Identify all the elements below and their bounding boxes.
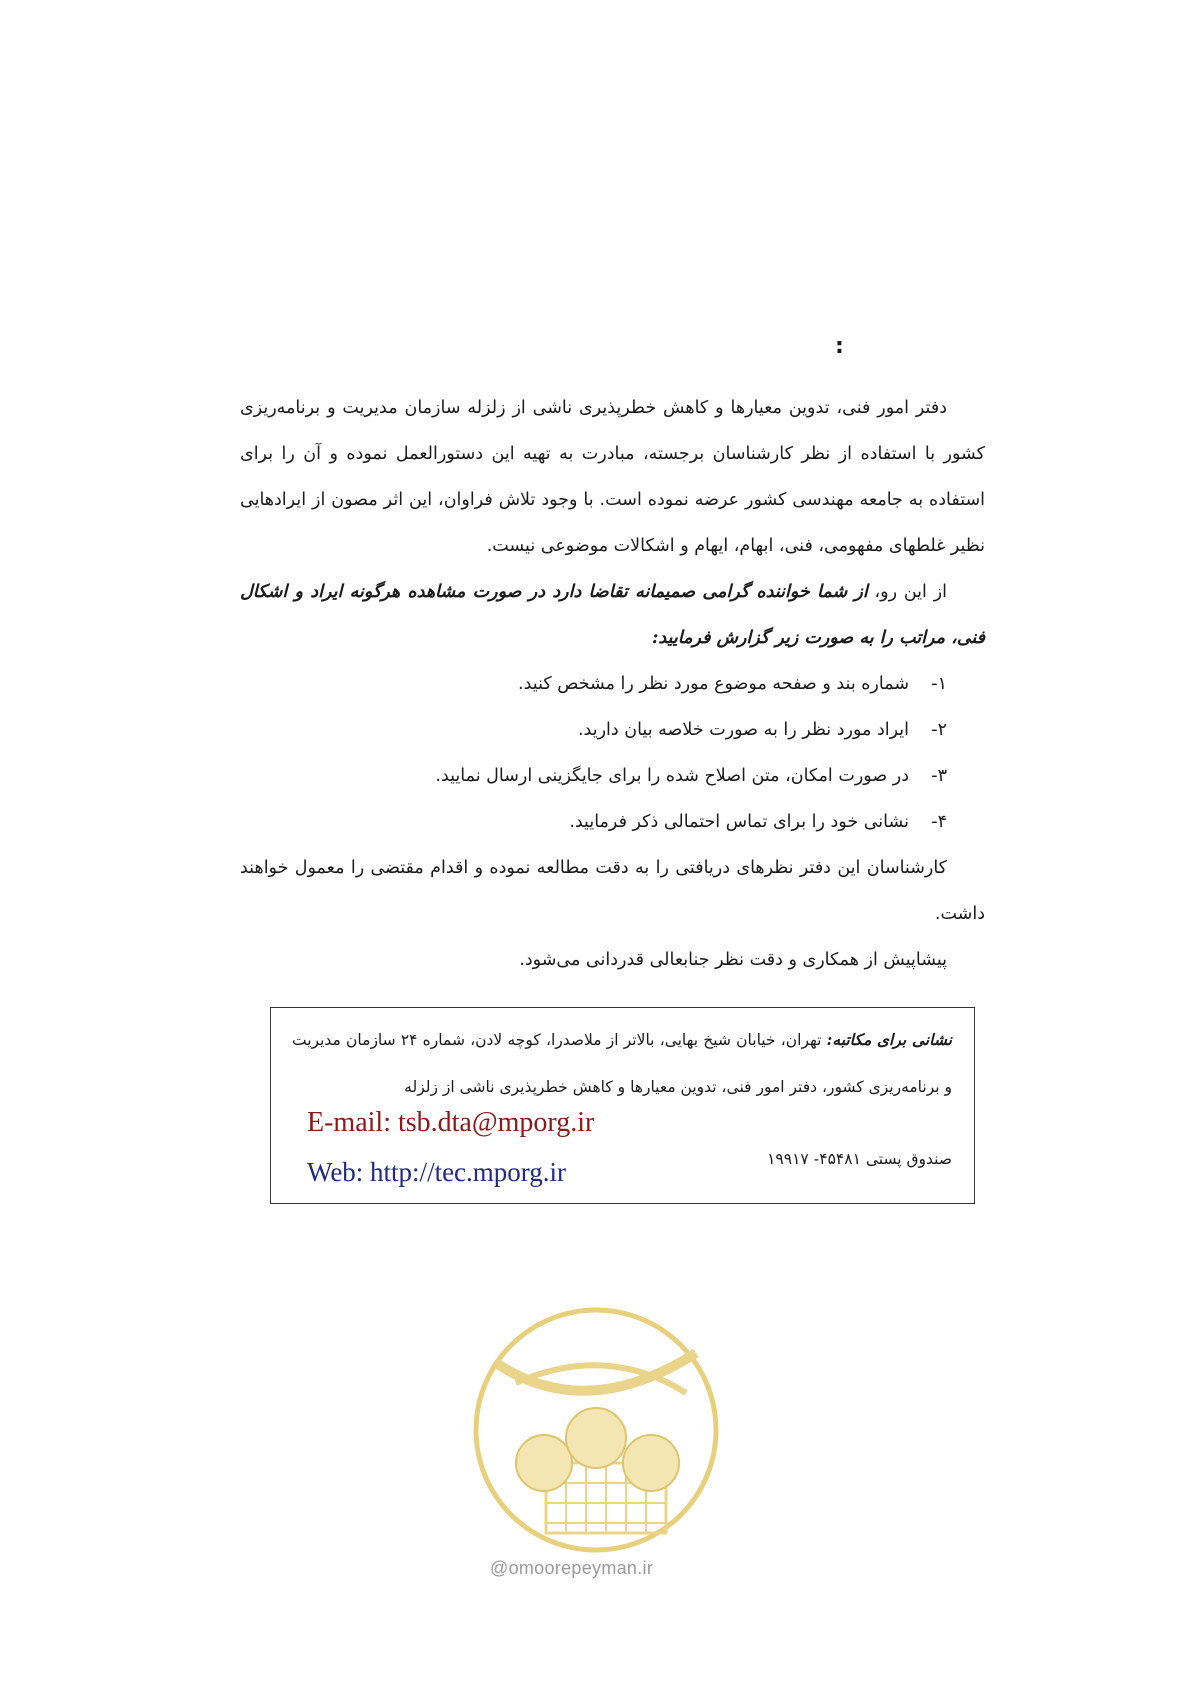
request-prefix: از این رو، (867, 582, 947, 602)
list-item-number: ۴- (931, 812, 947, 832)
list-item (240, 799, 985, 845)
website-link[interactable]: Web: http://tec.mporg.ir (307, 1157, 567, 1187)
postal-box: صندوق پستی ۴۵۴۸۱- ۱۹۹۱۷ (767, 1150, 952, 1168)
list-item-number: ۲- (931, 720, 947, 740)
paragraph-review: کارشناسان این دفتر نظرهای دریافتی را به دقت مطالعه نموده و اقدام مقتضی را معمول خواهند داشت. (240, 858, 985, 924)
list-item-text: شماره بند و صفحه موضوع مورد نظر را مشخص کنید. (518, 674, 909, 694)
address-label: نشانی برای مکاتبه: (826, 1030, 952, 1049)
paragraph-thanks: پیشاپیش از همکاری و دقت نظر جنابعالی قدردانی می‌شود. (519, 950, 947, 970)
list-item-text: ایراد مورد نظر را به صورت خلاصه بیان دارید. (577, 720, 909, 740)
mailing-address (292, 1016, 952, 1111)
paragraph-intro: دفتر امور فنی، تدوین معیارها و کاهش خطرپذیری ناشی از زلزله سازمان مدیریت و برنامه‌ریزی کشور با استفاده از نظر کارشناسان برجسته، مبادرت به تهیه این دستورالعمل نموده و آن را برای استفاده به جامعه مهندسی کشور عرضه نموده است. با وجود تلاش فراوان، این اثر مصون از ایرادهایی نظیر غلطهای مفهومی، فنی، ابهام، ایهام و اشکالات موضوعی نیست. (240, 398, 985, 556)
body-text (240, 385, 985, 983)
address-text: تهران، خیابان شیخ بهایی، بالاتر از ملاصدرا، کوچه لادن، شماره ۲۴ سازمان مدیریت و برنامه‌ریزی کشور، دفتر امور فنی، تدوین معیارها و کاهش خطرپذیری ناشی از زلزله (292, 1031, 952, 1096)
list-item (240, 753, 985, 799)
list-item-number: ۱- (931, 674, 947, 694)
watermark-site: @omoorepeyman.ir (490, 1558, 654, 1578)
paragraph-request (240, 569, 985, 661)
list-item-text: در صورت امکان، متن اصلاح شده را برای جایگزینی ارسال نمایید. (435, 766, 909, 786)
heading-colon: : (835, 334, 844, 359)
list-item-number: ۳- (931, 766, 947, 786)
email-link[interactable]: E-mail: tsb.dta@mporg.ir (307, 1107, 595, 1138)
instructions-list (240, 661, 985, 845)
list-item (240, 707, 985, 753)
list-item (240, 661, 985, 707)
request-emphasis: از شما خواننده گرامی صمیمانه تقاضا دارد در صورت مشاهده هرگونه ایراد و اشکال فنی، مراتب را به صورت زیر گزارش فرمایید: (240, 582, 985, 648)
omoorepeyman-logo-icon (466, 1303, 726, 1558)
contact-box (270, 1007, 975, 1204)
list-item-text: نشانی خود را برای تماس احتمالی ذکر فرمایید. (569, 812, 909, 832)
